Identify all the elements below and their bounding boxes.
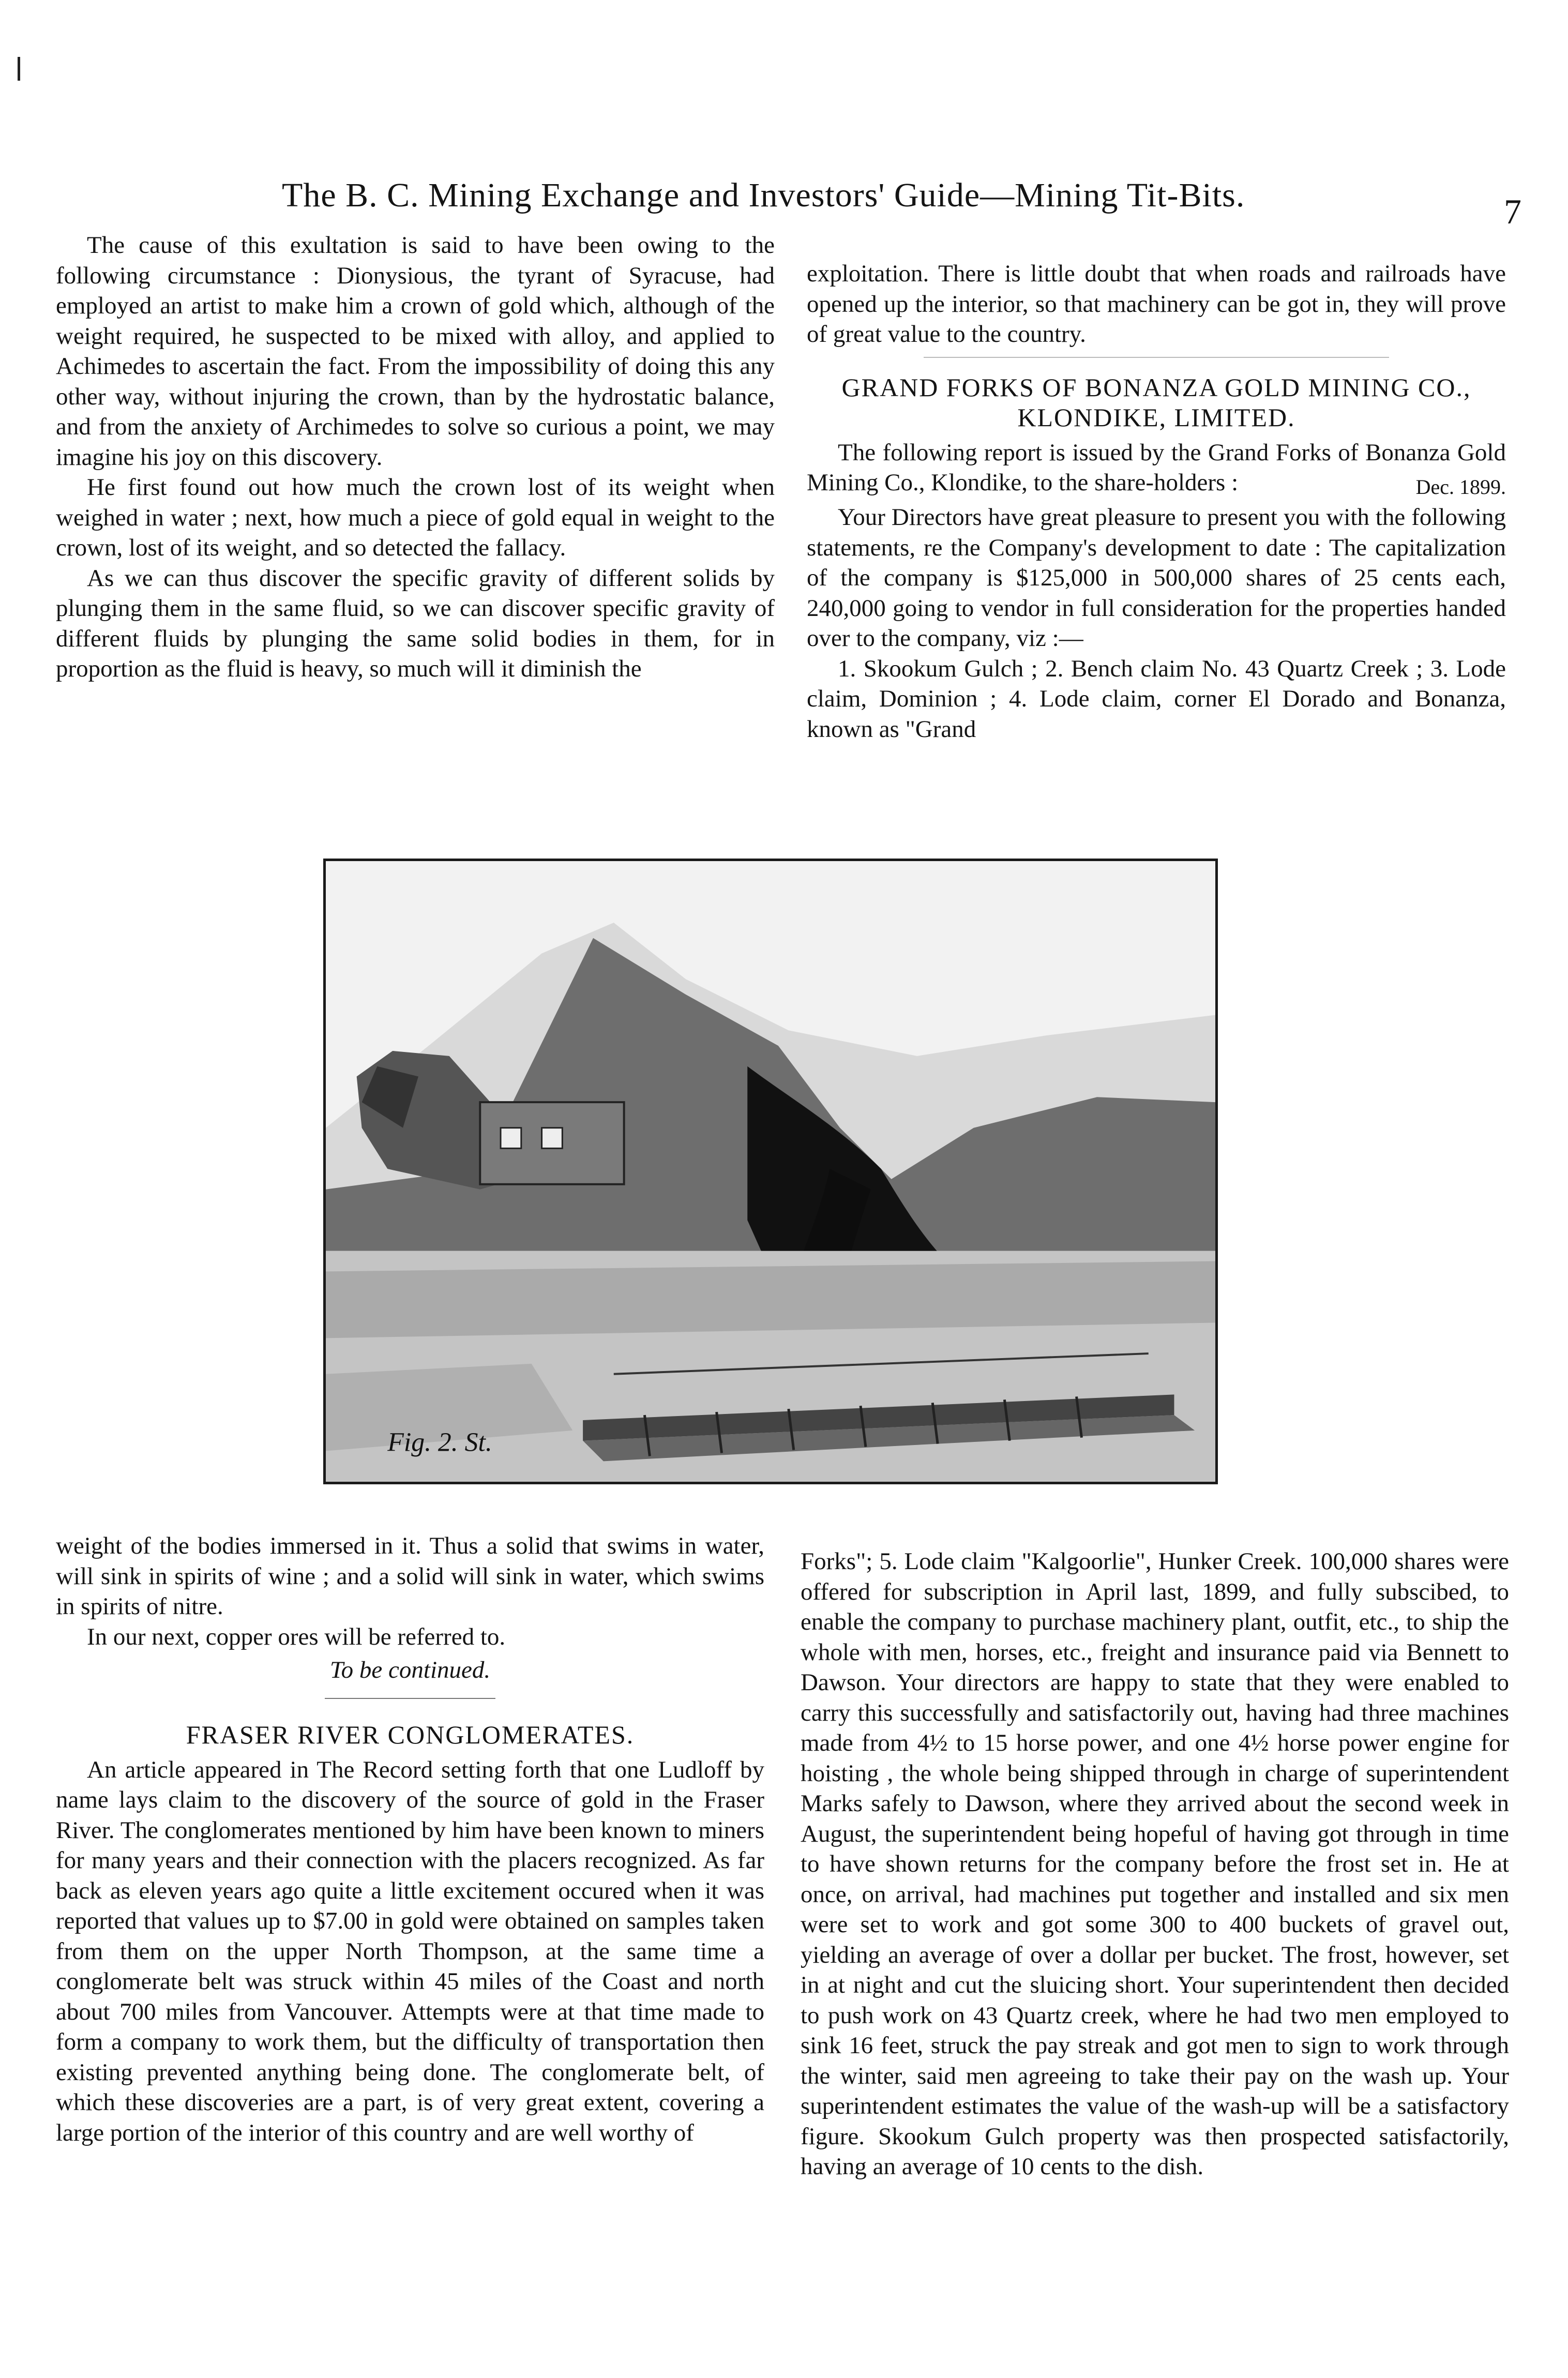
- divider: [924, 357, 1389, 358]
- paragraph: As we can thus discover the specific gravity of different solids by plunging them in the same fluid, so we can discover specific gravity of different fluids by plunging the same solid bodies in them, for in proportion as the fluid is heavy, so much will it diminish the: [56, 564, 775, 682]
- divider: [325, 1698, 495, 1699]
- paragraph: He first found out how much the crown lost of its weight when weighed in water ; next, how much a piece of gold equal in weight to the crown, lost of its weight, and so detected the fallacy.: [56, 474, 775, 561]
- to-be-continued: To be continued.: [329, 1657, 491, 1683]
- paragraph: weight of the bodies immersed in it. Thus a solid that swims in water, will sink in spirits of wine ; and a solid will sink in water, which swims in spirits of nitre.: [56, 1532, 764, 1620]
- paragraph: 1. Skookum Gulch ; 2. Bench claim No. 43 Quartz Creek ; 3. Lode claim, Dominion ; 4. Lode claim, corner El Dorado and Bonanza, known as "Grand: [807, 655, 1506, 743]
- column-top-right: [807, 259, 1506, 744]
- column-bottom-left: [56, 1531, 764, 2148]
- paragraph: Your Directors have great pleasure to present you with the following statements, re the Company's development to date : The capitalization of the company is $125,000 in 500,000 shares of 25 cents each, 240,000 going to vendor in full consideration for the properties handed over to the company, viz :—: [807, 504, 1506, 652]
- running-title: The B. C. Mining Exchange and Investors' Guide—Mining Tit-Bits.: [282, 176, 1245, 214]
- paragraph: exploitation. There is little doubt that when roads and railroads have opened up the interior, so that machinery can be got in, they will prove of great value to the country.: [807, 260, 1506, 348]
- paragraph: Forks"; 5. Lode claim "Kalgoorlie", Hunker Creek. 100,000 shares were offered for subscription in April last, 1899, and fully subscibed, to enable the company to purchase machinery plant, outfit, etc., to ship the whole with men, horses, etc., freight and insurance paid via Bennett to Dawson. Your directors are happy to state that they were enabled to carry this successfully and satisfactorily out, having had three machines made from 4½ to 15 horse power, and one 4½ horse power engine for hoisting , the whole being shipped through in charge of superintendent Marks safely to Dawson, where they arrived about the second week in August, the superintendent being hopeful of having got through in time to have shown returns for the company before the frost set in. He at once, on arrival, had machines put together and installed and six men were set to work and got some 300 to 400 buckets of gravel out, yielding an average of over a dollar per bucket. The frost, however, set in at night and cut the sluicing short. Your superintendent then decided to push work on 43 Quartz creek, where he had two men employed to sink 16 feet, struck the pay streak and got men to sign to work through the winter, said men agreeing to take their pay on the wash up. Your superintendent estimates the value of the wash-up will be a satisfactory figure. Skookum Gulch property was then prospected satisfactorily, having an average of 10 cents to the dish.: [801, 1548, 1509, 2180]
- column-top-left: [56, 230, 775, 684]
- margin-mark: [18, 57, 20, 81]
- mining-scene-drawing: [326, 861, 1215, 1482]
- paragraph: In our next, copper ores will be referred to.: [87, 1623, 506, 1650]
- mining-illustration: [323, 859, 1218, 1484]
- section-heading-fraser-river: FRASER RIVER CONGLOMERATES.: [186, 1720, 635, 1749]
- section-heading-grand-forks: GRAND FORKS OF BONANZA GOLD MINING CO., KLONDIKE, LIMITED.: [841, 372, 1471, 432]
- paragraph: An article appeared in The Record setting forth that one Ludloff by name lays claim to the discovery of the source of gold in the Fraser River. The conglomerates mentioned by him have been known to miners for many years and their connection with the placers recognized. As far back as eleven years ago quite a little excitement occured when it was reported that values up to $7.00 in gold were obtained on samples taken from them on the upper North Thompson, at the same time a conglomerate belt was struck within 45 miles of the Coast and north about 700 miles from Vancouver. Attempts were at that time made to form a company to work them, but the difficulty of transportation then existing prevented anything being done. The conglomerate belt, of which these discoveries are a part, is of very great extent, covering a large portion of the interior of this country and are well worthy of: [56, 1756, 764, 2146]
- paragraph: The cause of this exultation is said to have been owing to the following circumstance : Dionysious, the tyrant of Syracuse, had employed an artist to make him a crown of gold which, although of the weight required, he suspected to be mixed with alloy, and applied to Achimedes to ascertain the fact. From the impossibility of doing this any other way, without injuring the crown, than by the hydrostatic balance, and from the anxiety of Archimedes to solve so curious a point, we may imagine his joy on this discovery.: [56, 232, 775, 471]
- report-date: Dec. 1899.: [1415, 475, 1506, 499]
- paragraph: The following report is issued by the Grand Forks of Bonanza Gold Mining Co., Klondike, to the share-holders :: [807, 439, 1506, 496]
- page-number: 7: [1504, 192, 1521, 231]
- figure-caption: Fig. 2. St.: [387, 1427, 492, 1457]
- column-bottom-right: [801, 1546, 1509, 2182]
